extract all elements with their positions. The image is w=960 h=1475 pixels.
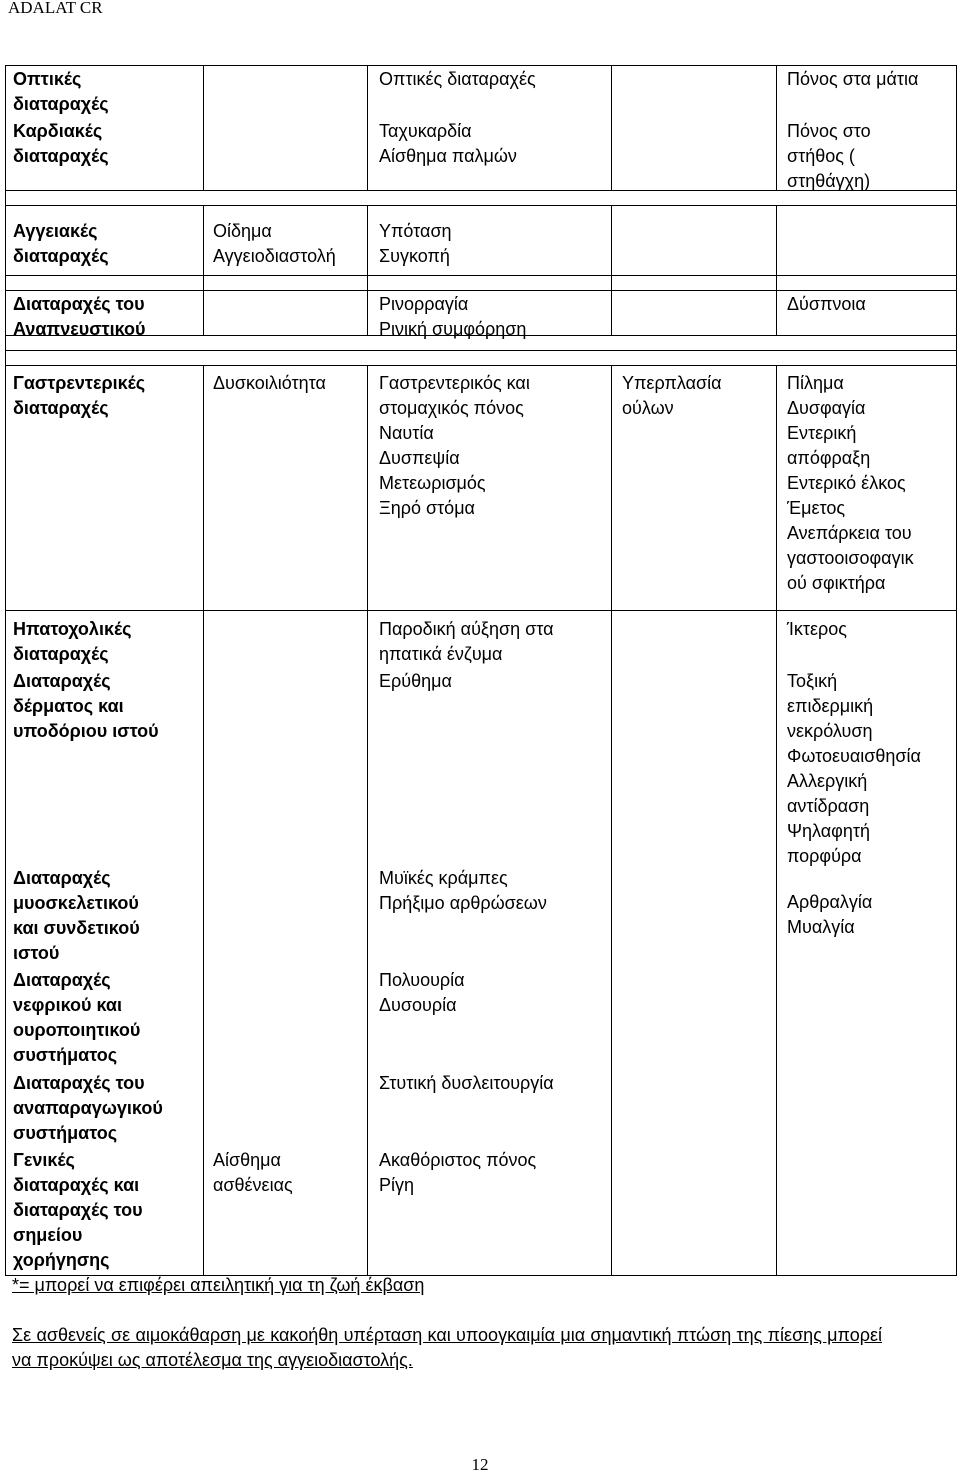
uncommon-cardiac: Ταχυκαρδία Αίσθημα παλμών <box>379 121 517 166</box>
common-gastrointestinal: Δυσκοιλιότητα <box>213 373 326 393</box>
uncommon-optical: Οπτικές διαταραχές <box>379 69 536 89</box>
very-rare-hepatobiliary: Ίκτερος <box>787 619 847 639</box>
footnote-paragraph: Σε ασθενείς σε αιμοκάθαρση με κακοήθη υπέρταση και υποογκαιμία μια σημαντική πτώση της πίεσης μπορεί να προκύψει ως αποτέλεσμα της αγγειοδιαστολής. <box>12 1325 882 1370</box>
very-rare-respiratory: Δύσπνοια <box>787 294 866 314</box>
uncommon-hepatobiliary: Παροδική αύξηση στα ηπατικά ένζυμα <box>379 619 554 664</box>
uncommon-general: Ακαθόριστος πόνος Ρίγη <box>379 1150 537 1195</box>
category-renal: Διαταραχές νεφρικού και ουροποιητικού συστήματος <box>13 970 141 1065</box>
common-general: Αίσθημα ασθένειας <box>213 1150 293 1195</box>
category-gastrointestinal: Γαστρεντερικές διαταραχές <box>13 373 146 418</box>
uncommon-vascular: Υπόταση Συγκοπή <box>379 221 452 266</box>
category-hepatobiliary: Ηπατοχολικές διαταραχές <box>13 619 132 664</box>
life-threatening-note: *= μπορεί να επιφέρει απειλητική για τη ζωή έκβαση <box>12 1275 425 1295</box>
category-skin: Διαταραχές δέρματος και υποδόριου ιστού <box>13 671 159 741</box>
very-rare-gastrointestinal: Πίλημα Δυσφαγία Εντερική απόφραξη Εντερικό έλκος Έμετος Ανεπάρκεια του γαστοοισοφαγικ ού σφικτήρα <box>787 373 914 593</box>
category-general: Γενικές διαταραχές και διαταραχές του σημείου χορήγησης <box>13 1150 143 1270</box>
category-vascular: Αγγειακές διαταραχές <box>13 221 109 266</box>
document-header: ADALAT CR <box>8 0 103 17</box>
category-cardiac: Καρδιακές διαταραχές <box>13 121 109 166</box>
category-optical: Οπτικές διαταραχές <box>13 69 109 114</box>
very-rare-skin: Τοξική επιδερμική νεκρόλυση Φωτοευαισθησία Αλλεργική αντίδραση Ψηλαφητή πορφύρα <box>787 671 921 866</box>
category-reproductive: Διαταραχές του αναπαραγωγικού συστήματος <box>13 1073 163 1143</box>
uncommon-gastrointestinal: Γαστρεντερικός και στομαχικός πόνος Ναυτία Δυσπεψία Μετεωρισμός Ξηρό στόμα <box>379 373 530 518</box>
uncommon-skin: Ερύθημα <box>379 671 452 691</box>
common-vascular: Οίδημα Αγγειοδιαστολή <box>213 221 336 266</box>
uncommon-renal: Πολυουρία Δυσουρία <box>379 970 465 1015</box>
uncommon-reproductive: Στυτική δυσλειτουργία <box>379 1073 554 1093</box>
uncommon-respiratory: Ρινορραγία Ρινική συμφόρηση <box>379 294 527 339</box>
very-rare-cardiac: Πόνος στο στήθος ( στηθάγχη) <box>787 121 871 191</box>
category-respiratory: Διαταραχές του Αναπνευστικού <box>13 294 146 339</box>
rare-gastrointestinal: Υπερπλασία ούλων <box>622 373 722 418</box>
page-number: 12 <box>471 1455 489 1474</box>
very-rare-musculoskeletal: Αρθραλγία Μυαλγία <box>787 892 873 937</box>
very-rare-optical: Πόνος στα μάτια <box>787 69 919 89</box>
uncommon-musculoskeletal: Μυϊκές κράμπες Πρήξιμο αρθρώσεων <box>379 868 547 913</box>
category-musculoskeletal: Διαταραχές μυοσκελετικού και συνδετικού ιστού <box>13 868 140 963</box>
